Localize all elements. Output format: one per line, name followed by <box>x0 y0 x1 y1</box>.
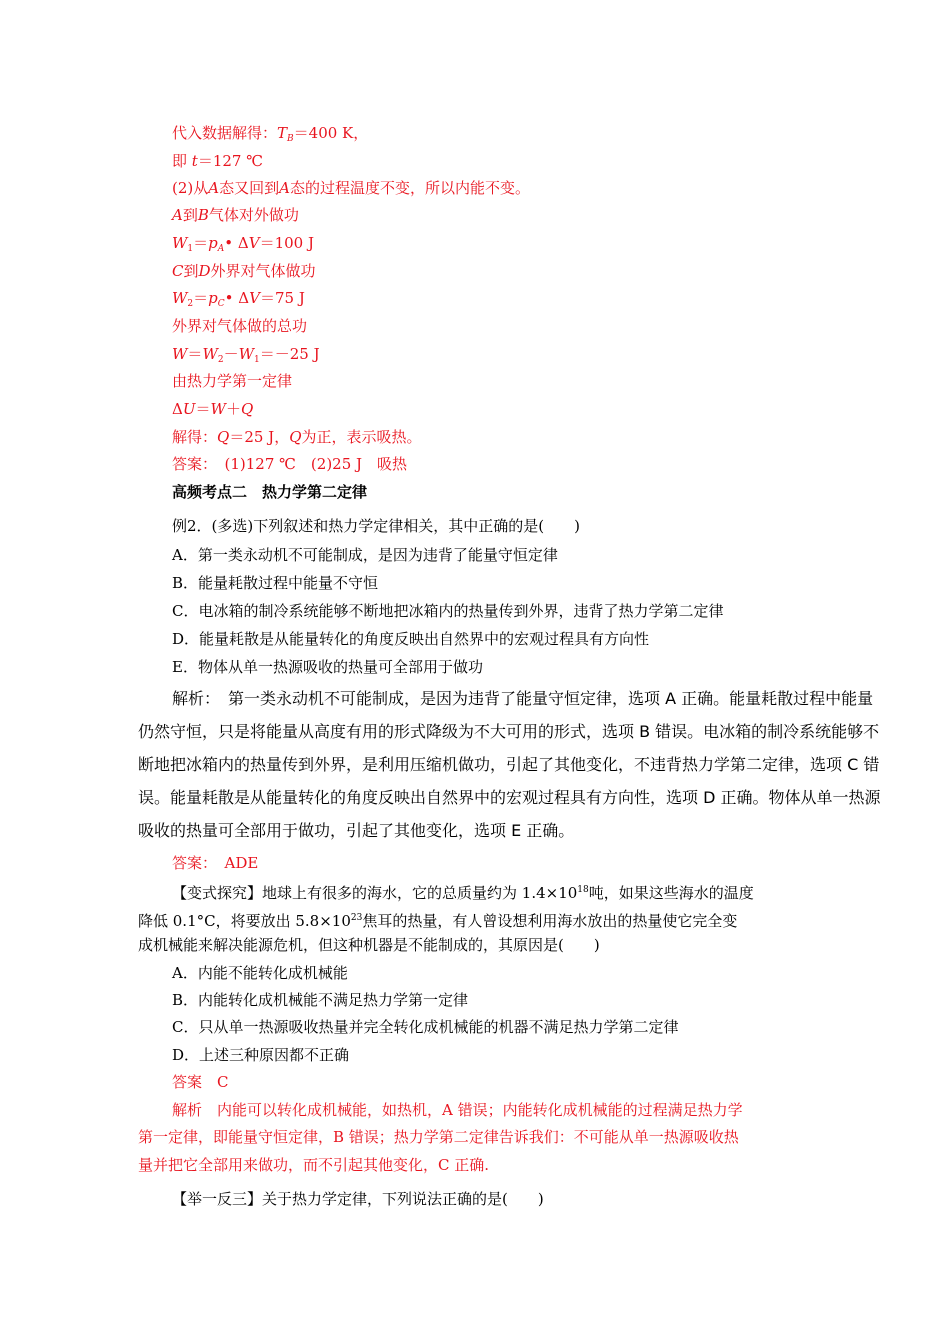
solution-line-8: 外界对气体做的总功 <box>172 317 308 335</box>
example2-analysis-line-5: 吸收的热量可全部用于做功，引起了其他变化，选项 E 正确。 <box>138 821 575 840</box>
variant-option-b: B．内能转化成机械能不满足热力学第一定律 <box>172 991 469 1009</box>
example2-option-a: A．第一类永动机不可能制成，是因为违背了能量守恒定律 <box>172 546 558 564</box>
solution-answer: 答案： (1)127 ℃ (2)25 J 吸热 <box>172 455 408 473</box>
example2-option-b: B．能量耗散过程中能量不守恒 <box>172 574 379 592</box>
variant-analysis-line-3: 量并把它全部用来做功，而不引起其他变化，C 正确. <box>138 1156 490 1174</box>
solution-line-6: C到D外界对气体做功 <box>172 262 316 280</box>
solution-line-7: $W_2=p_C•$ ΔV＝75 J <box>172 289 305 309</box>
section-heading: 高频考点二 热力学第二定律 <box>172 483 368 501</box>
variant-answer: 答案 C <box>172 1073 229 1091</box>
variant-line-2: 降低 0.1°C，将要放出 $5.8\times 10^{23}$焦耳的热量，有人曾设想利用海水放出的热量使它完全变 <box>138 912 738 930</box>
solution-line-12: 解得：Q＝25 J，Q为正，表示吸热。 <box>172 428 422 446</box>
variant-analysis-line-1: 解析 内能可以转化成机械能，如热机，A 错误；内能转化成机械能的过程满足热力学 <box>172 1101 743 1119</box>
example2-answer: 答案： ADE <box>172 854 259 872</box>
example2-question: 例2．(多选)下列叙述和热力学定律相关，其中正确的是( ) <box>172 517 580 535</box>
solution-line-2: 即 t＝127 ℃ <box>172 152 263 170</box>
example2-analysis-line-2: 仍然守恒，只是将能量从高度有用的形式降级为不大可用的形式，选项 B 错误。电冰箱的制冷系统能够不 <box>138 722 880 741</box>
extension-question: 【举一反三】关于热力学定律，下列说法正确的是( ) <box>172 1190 544 1208</box>
solution-line-9: $W=W_2-W_1=-25$ J <box>172 345 320 365</box>
variant-line-3: 成机械能来解决能源危机，但这种机器是不能制成的，其原因是( ) <box>138 936 600 954</box>
example2-analysis-line-4: 误。能量耗散是从能量转化的角度反映出自然界中的宏观过程具有方向性，选项 D 正确。物体从单一热源 <box>138 788 881 807</box>
example2-analysis-line-3: 断地把冰箱内的热量传到外界，是利用压缩机做功，引起了其他变化，不违背热力学第二定律，选项 C 错 <box>138 755 880 774</box>
example2-option-e: E．物体从单一热源吸收的热量可全部用于做功 <box>172 658 483 676</box>
variant-option-d: D．上述三种原因都不正确 <box>172 1046 350 1064</box>
solution-line-4: A到B气体对外做功 <box>172 206 299 224</box>
variant-analysis-line-2: 第一定律，即能量守恒定律，B 错误；热力学第二定律告诉我们：不可能从单一热源吸收热 <box>138 1128 739 1146</box>
example2-option-c: C．电冰箱的制冷系统能够不断地把冰箱内的热量传到外界，违背了热力学第二定律 <box>172 602 724 620</box>
example2-option-d: D．能量耗散是从能量转化的角度反映出自然界中的宏观过程具有方向性 <box>172 630 650 648</box>
solution-line-3: (2)从A态又回到A态的过程温度不变，所以内能不变。 <box>172 179 530 197</box>
solution-line-1: 代入数据解得：$T_B=400$ K， <box>172 124 369 144</box>
solution-line-11: ΔU＝W＋Q <box>172 400 254 418</box>
solution-line-5: $W_1=p_A•$ ΔV＝100 J <box>172 234 314 254</box>
example2-analysis-line-1: 解析： 第一类永动机不可能制成，是因为违背了能量守恒定律，选项 A 正确。能量耗散过程中能量 <box>172 689 874 708</box>
solution-line-10: 由热力学第一定律 <box>172 372 293 390</box>
variant-option-a: A．内能不能转化成机械能 <box>172 964 348 982</box>
variant-option-c: C．只从单一热源吸收热量并完全转化成机械能的机器不满足热力学第二定律 <box>172 1018 679 1036</box>
variant-line-1: 【变式探究】地球上有很多的海水，它的总质量约为 $1.4\times 10^{18}$吨，如果这些海水的温度 <box>172 884 754 902</box>
